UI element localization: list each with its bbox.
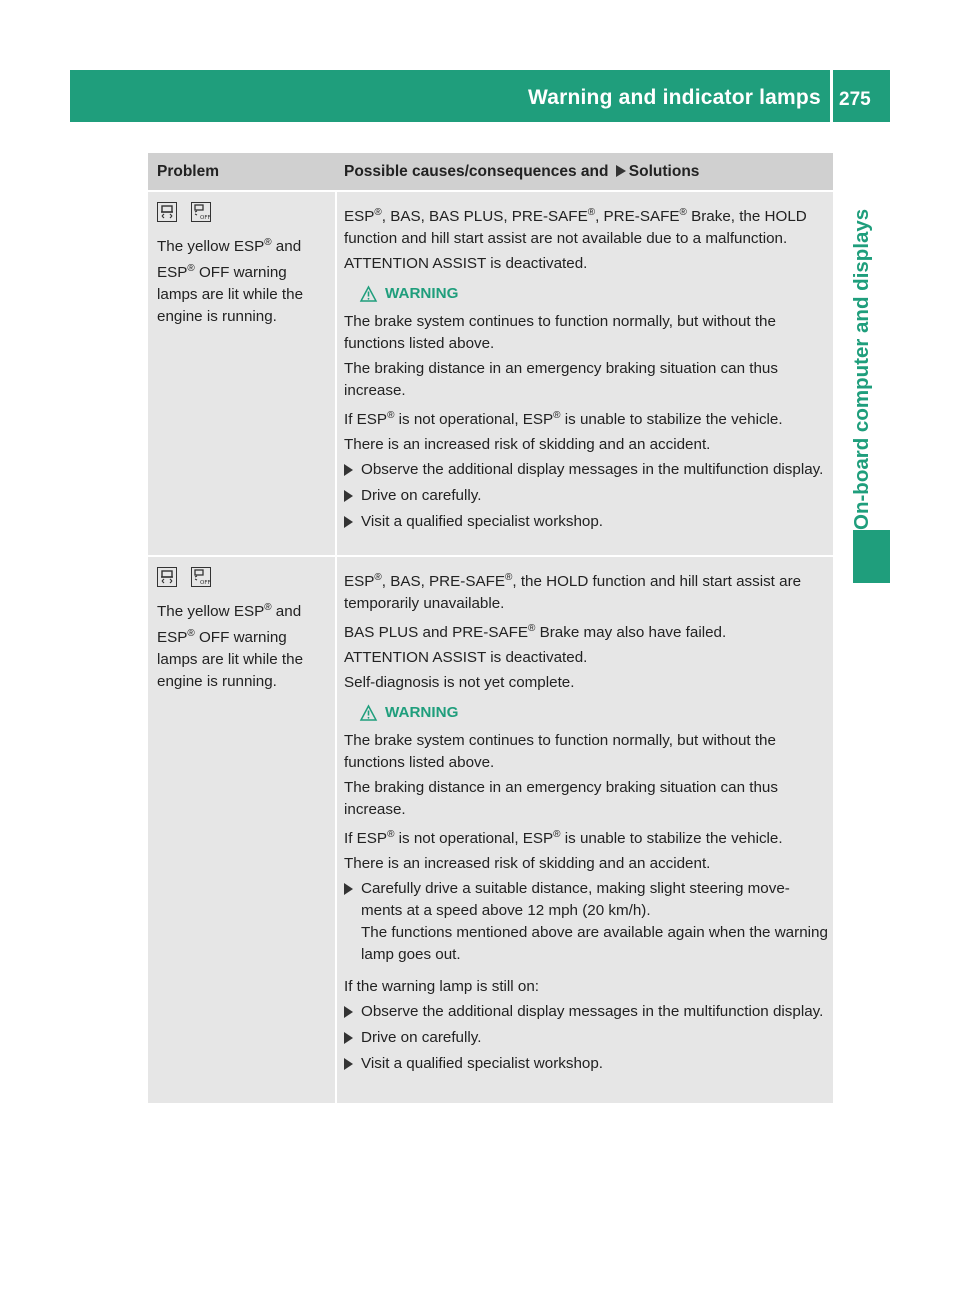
warning-heading: WARNING: [360, 702, 830, 724]
table-row: [148, 190, 833, 555]
column-header-problem: Problem: [157, 163, 220, 180]
table-row: [148, 555, 833, 1103]
step-arrow-icon: [344, 1032, 353, 1044]
warning-heading: WARNING: [360, 283, 830, 305]
problem-cell: OFF The yellow ESP® and ESP® OFF warning lamps are lit while the engine is running.: [157, 567, 329, 693]
warning-triangle-icon: [360, 705, 377, 721]
step-arrow-icon: [616, 165, 626, 177]
esp-off-icon: [191, 567, 211, 587]
step-arrow-icon: [344, 464, 353, 476]
column-header-solutions: Possible causes/consequences and Solutions: [344, 163, 700, 180]
page-number: 275: [839, 89, 871, 110]
list-item: Observe the additional display messages in the multifunction display.: [344, 1001, 830, 1023]
list-item: Carefully drive a suitable distance, making slight steering move-ments at a speed above 12 mph (20 km/h). The functions mentioned above are available again when the warning lamp goes out.: [344, 878, 830, 966]
list-item: Observe the additional display messages in the multifunction display.: [344, 459, 830, 481]
step-arrow-icon: [344, 516, 353, 528]
esp-icon: [157, 202, 177, 222]
svg-text:OFF: OFF: [200, 580, 211, 586]
solution-cell: ESP®, BAS, PRE-SAFE®, the HOLD function and hill start assist are temporarily unavailable. BAS PLUS and PRE-SAFE® Brake may also have failed. ATTENTION ASSIST is deactivated. Self-diagnosis is not yet complete. WARNING The brake system continues to function normally, but without the functions listed above. The braking distance in an emergency braking situation can thus increase. If ESP® is not operational, ESP® is unable to stabilize the vehicle. There is an increased risk of skidding and an accident. Carefully drive a suitable distance, making slight steering move-ments at a speed above 12 mph (20 km/h). The functions mentioned above are available again when the warning lamp goes out. If the warning lamp is still on: Observe the additional display messages in the multifunction display. Drive on carefully. Visit a qualified specialist workshop.: [344, 567, 830, 1079]
warning-triangle-icon: [360, 286, 377, 302]
list-item: Drive on carefully.: [344, 485, 830, 507]
step-arrow-icon: [344, 883, 353, 895]
list-item: Visit a qualified specialist workshop.: [344, 511, 830, 533]
header-divider: [830, 70, 833, 122]
esp-off-icon: [191, 202, 211, 222]
table-header: [148, 153, 833, 190]
esp-icon: [157, 567, 177, 587]
solution-cell: ESP®, BAS, BAS PLUS, PRE-SAFE®, PRE-SAFE® Brake, the HOLD function and hill start assist are not available due to a malfunction. ATTENTION ASSIST is deactivated. WARNING The brake system continues to function normally, but without the functions listed above. The braking distance in an emergency braking situation can thus increase. If ESP® is not operational, ESP® is unable to stabilize the vehicle. There is an increased risk of skidding and an accident. Observe the additional display messages in the multifunction display. Drive on carefully. Visit a qualified specialist workshop.: [344, 202, 830, 537]
chapter-title: On-board computer and displays: [850, 208, 873, 530]
step-arrow-icon: [344, 490, 353, 502]
step-arrow-icon: [344, 1006, 353, 1018]
list-item: Visit a qualified specialist workshop.: [344, 1053, 830, 1075]
page-title: Warning and indicator lamps: [528, 86, 821, 109]
svg-text:OFF: OFF: [200, 215, 211, 221]
list-item: Drive on carefully.: [344, 1027, 830, 1049]
chapter-marker: [853, 530, 890, 583]
problem-cell: OFF The yellow ESP® and ESP® OFF warning lamps are lit while the engine is running.: [157, 202, 329, 328]
problem-table: [148, 153, 833, 1103]
step-arrow-icon: [344, 1058, 353, 1070]
